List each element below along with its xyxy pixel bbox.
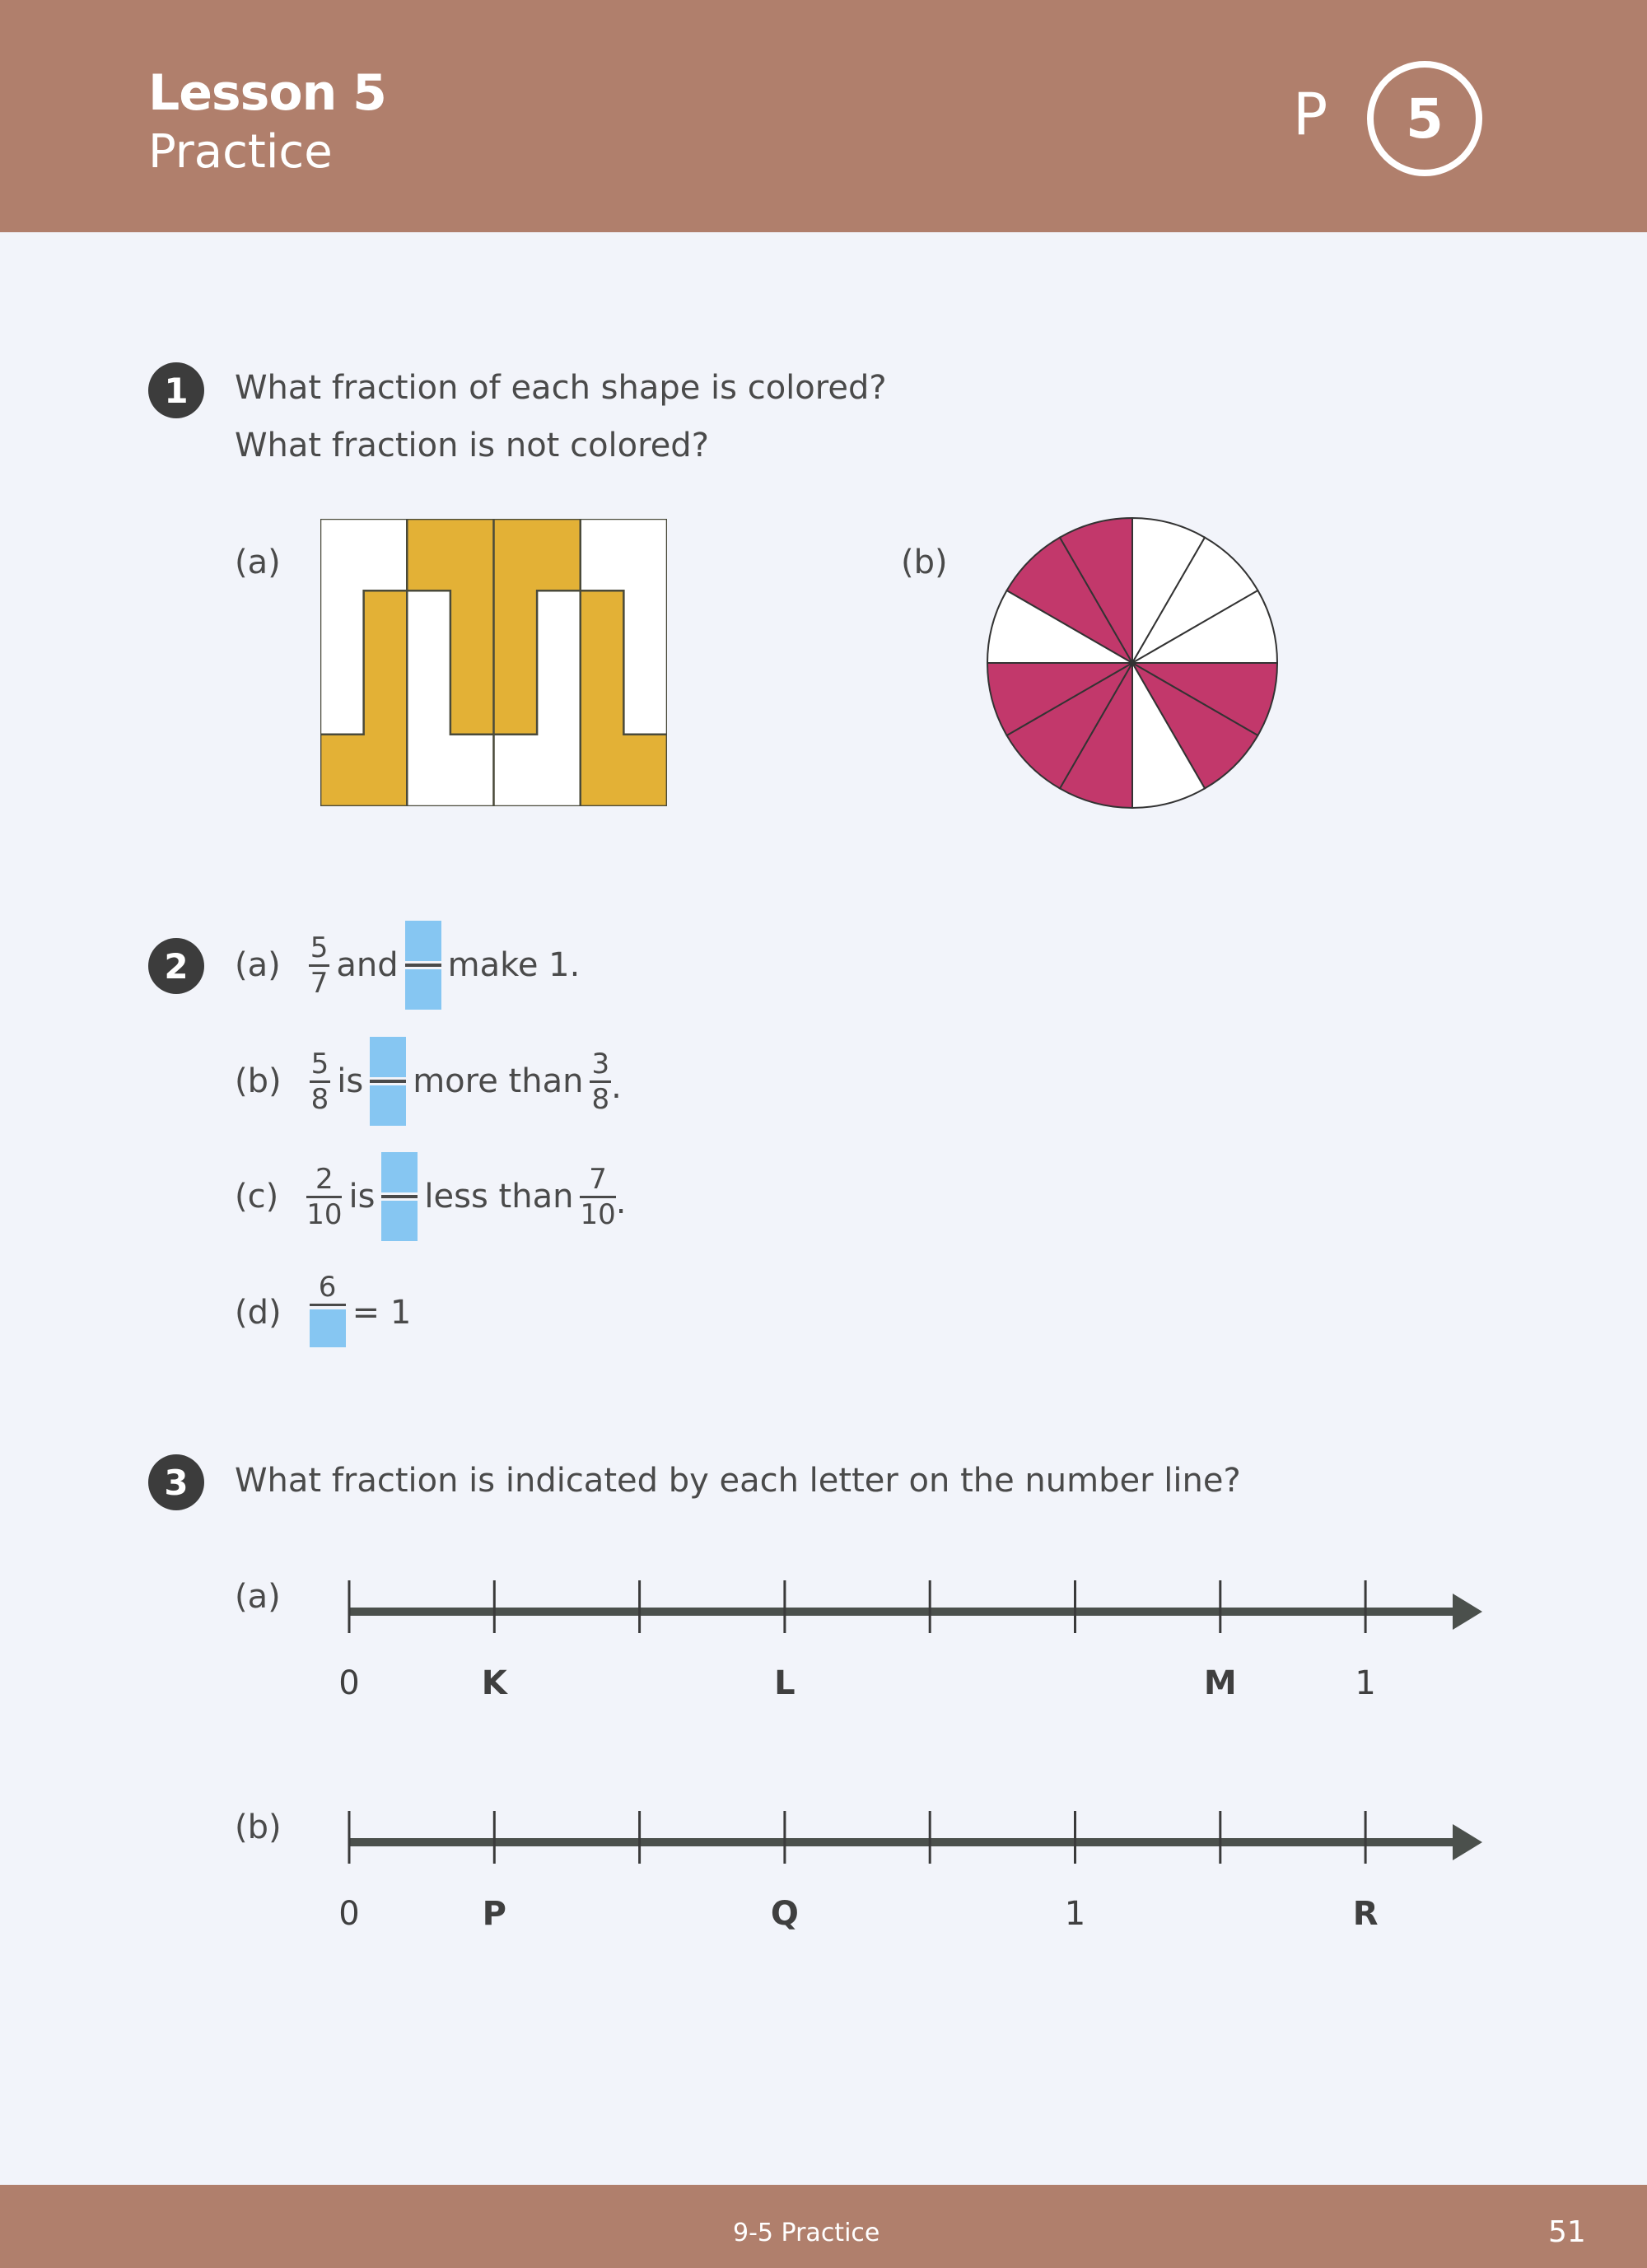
tick-label: 1 [1355, 1664, 1376, 1702]
badge-number: 5 [1367, 61, 1482, 176]
question-number-2: 2 [148, 938, 204, 994]
text: more than [413, 1062, 584, 1100]
text: = 1 [352, 1294, 412, 1332]
numerator: 3 [591, 1047, 610, 1080]
tick-label: 0 [338, 1664, 360, 1702]
question-1-line-2: What fraction is not colored? [235, 427, 709, 464]
lesson-subtitle: Practice [148, 125, 333, 179]
number-line-b-label: (b) [235, 1808, 282, 1846]
text: and [336, 946, 399, 984]
tick-label: 0 [338, 1895, 360, 1933]
tick-label: 1 [1064, 1895, 1086, 1933]
point-label-m: M [1203, 1664, 1237, 1702]
question-number-1: 1 [148, 362, 204, 418]
arrow-head-icon [1453, 1824, 1482, 1860]
part-b-label: (b) [901, 544, 948, 581]
arrow-head-icon [1453, 1594, 1482, 1630]
question-1-line-1: What fraction of each shape is colored? [235, 369, 887, 407]
text: less than [424, 1178, 574, 1216]
point-label-q: Q [770, 1895, 799, 1933]
part-a-label: (a) [235, 544, 281, 581]
period: . [611, 1068, 622, 1106]
part-label: (d) [235, 1294, 282, 1332]
question-number-3: 3 [148, 1454, 204, 1510]
numerator: 5 [310, 931, 329, 964]
text: make 1. [447, 946, 581, 984]
part-label: (b) [235, 1062, 282, 1100]
numerator: 5 [310, 1047, 329, 1080]
lesson-title: Lesson 5 [148, 64, 386, 122]
page-number: 51 [1548, 2215, 1586, 2249]
badge-letter: P [1293, 81, 1328, 148]
part-label: (c) [235, 1178, 279, 1216]
numerator: 2 [315, 1162, 334, 1196]
denominator: 10 [580, 1197, 616, 1231]
denominator: 10 [306, 1197, 343, 1231]
denominator: 7 [310, 966, 329, 1000]
numerator: 6 [318, 1271, 337, 1304]
question-3-text: What fraction is indicated by each letter on the number line? [235, 1462, 1241, 1500]
denominator: 8 [310, 1082, 329, 1116]
point-label-p: P [482, 1895, 506, 1933]
footer-section: 9-5 Practice [733, 2219, 880, 2247]
number-line-a [349, 1580, 1482, 1633]
point-label-k: K [481, 1664, 507, 1702]
number-line-a-label: (a) [235, 1578, 281, 1616]
part-label: (a) [235, 946, 281, 984]
denominator: 8 [591, 1082, 610, 1116]
point-label-l: L [774, 1664, 796, 1702]
number-line-b [349, 1811, 1482, 1864]
period: . [615, 1183, 627, 1221]
numerator: 7 [589, 1162, 607, 1196]
point-label-r: R [1352, 1895, 1379, 1933]
text: is [337, 1062, 364, 1100]
text: is [348, 1178, 376, 1216]
